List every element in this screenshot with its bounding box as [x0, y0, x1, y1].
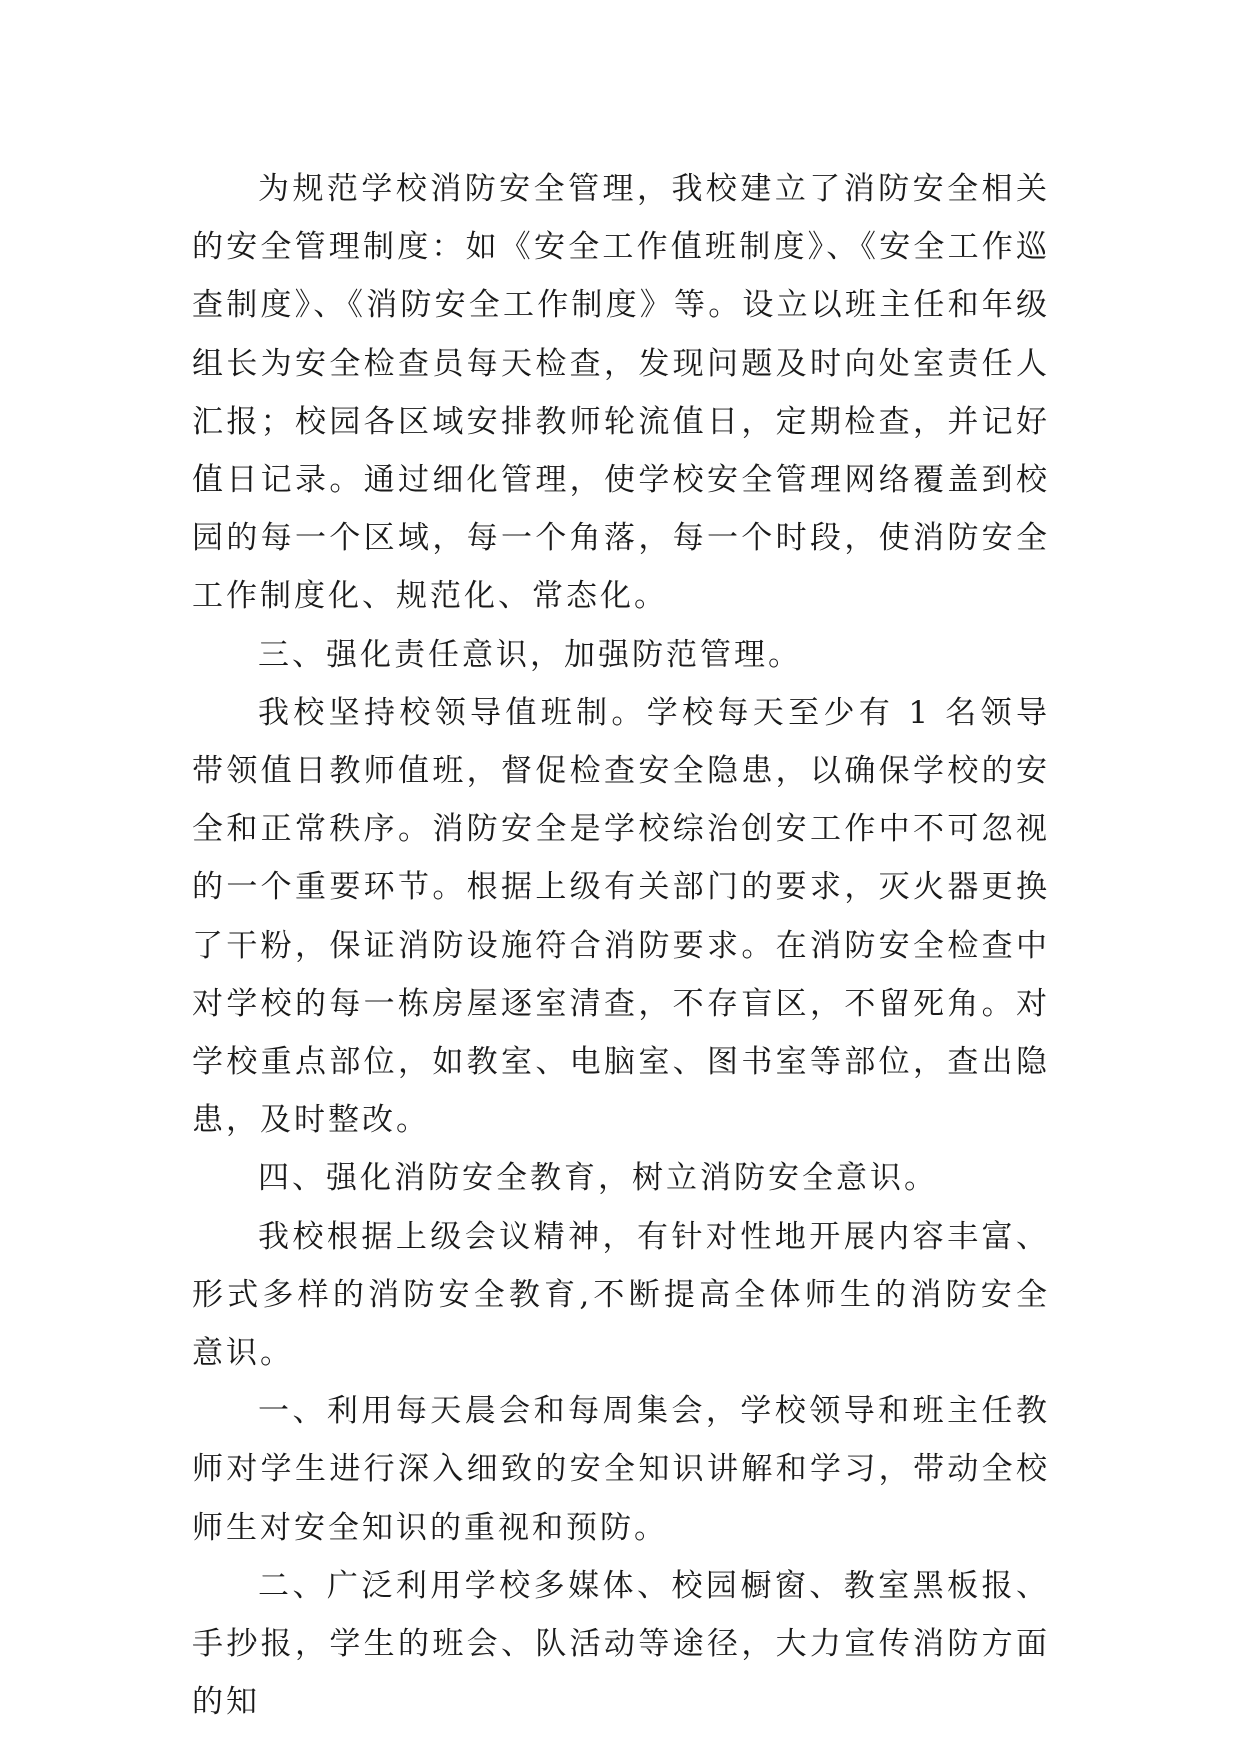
paragraph-leader-duty: 我校坚持校领导值班制。学校每天至少有 1 名领导带领值日教师值班，督促检查安全隐患，以确保学校的安全和正常秩序。消防安全是学校综治创安工作中不可忽视的一个重要环节。根据上级有关部门的要求，灭火器更换了干粉，保证消防设施符合消防要求。在消防安全检查中对学校的每一栋房屋逐室清查，不存盲区，不留死角。对学校重点部位，如教室、电脑室、图书室等部位，查出隐患，及时整改。: [192, 694, 1050, 1139]
paragraph-item-two: 二、广泛利用学校多媒体、校园橱窗、教室黑板报、手抄报，学生的班会、队活动等途径，大力宣传消防方面的知: [192, 1567, 1050, 1721]
paragraph-item-one: 一、利用每天晨会和每周集会，学校领导和班主任教师对学生进行深入细致的安全知识讲解和学习，带动全校师生对安全知识的重视和预防。: [192, 1393, 1050, 1546]
paragraph-management-system: 为规范学校消防安全管理，我校建立了消防安全相关的安全管理制度：如《安全工作值班制度》、《安全工作巡查制度》、《消防安全工作制度》等。设立以班主任和年级组长为安全检查员每天检查，发现问题及时向处室责任人汇报；校园各区域安排教师轮流值日，定期检查，并记好值日记录。通过细化管理，使学校安全管理网络覆盖到校园的每一个区域，每一个角落，每一个时段，使消防安全工作制度化、规范化、常态化。: [192, 171, 1050, 615]
paragraph-education-intro: 我校根据上级会议精神，有针对性地开展内容丰富、形式多样的消防安全教育,不断提高全体师生的消防安全意识。: [192, 1218, 1050, 1372]
document-body: [192, 160, 1050, 1731]
heading-section-four: 四、强化消防安全教育，树立消防安全意识。: [258, 1160, 938, 1197]
heading-section-three: 三、强化责任意识，加强防范管理。: [258, 636, 802, 673]
